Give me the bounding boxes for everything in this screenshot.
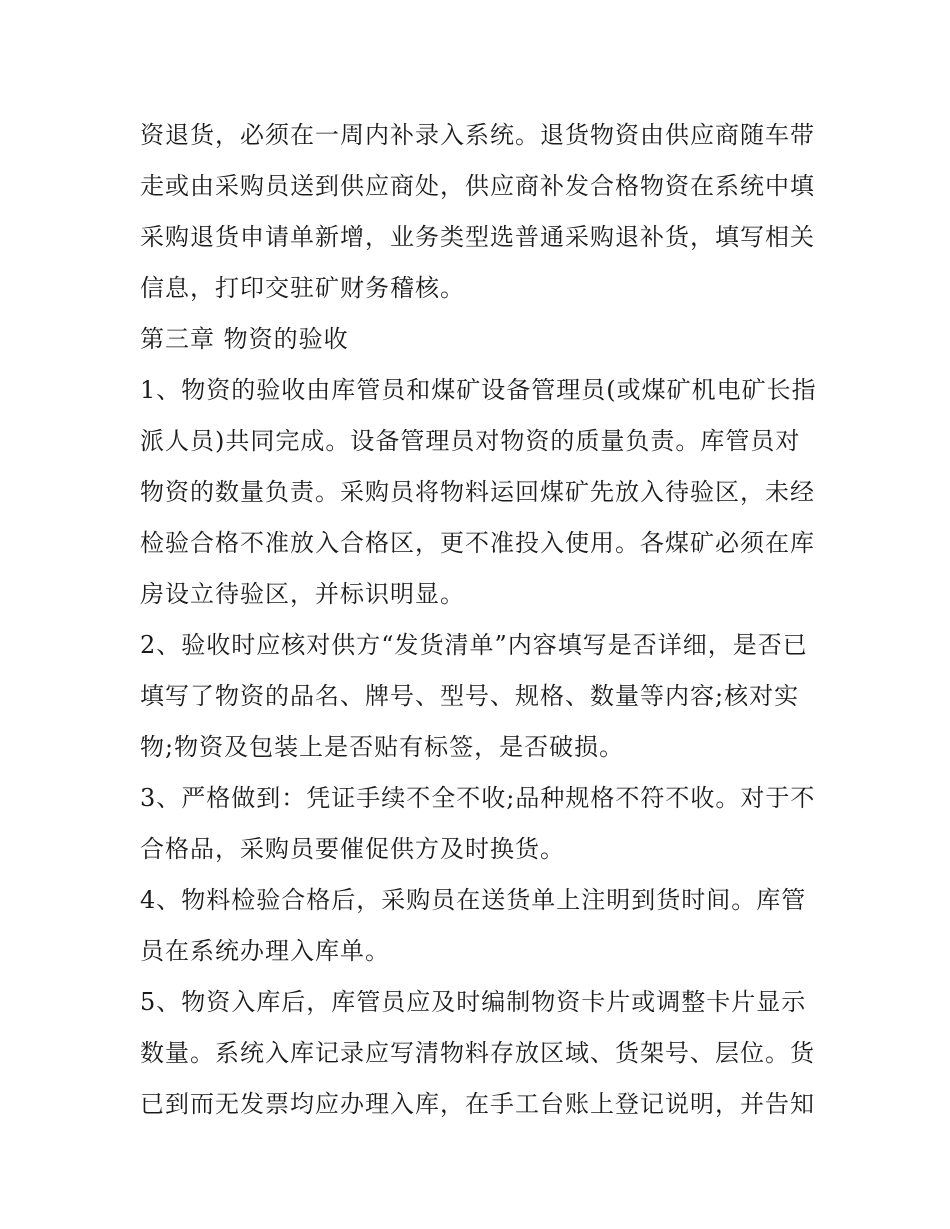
paragraph-item-3: 3、严格做到：凭证手续不全不收;品种规格不符不收。对于不合格品，采购员要催促供方及时换货。 xyxy=(140,784,816,863)
chapter-heading: 第三章 物资的验收 xyxy=(140,325,349,353)
document-body xyxy=(140,110,820,1130)
paragraph-item-4: 4、物料检验合格后，采购员在送货单上注明到货时间。库管员在系统办理入库单。 xyxy=(140,886,807,965)
paragraph-item-1: 1、物资的验收由库管员和煤矿设备管理员(或煤矿机电矿长指派人员)共同完成。设备管理员对物资的质量负责。库管员对物资的数量负责。采购员将物料运回煤矿先放入待验区，未经检验合格不准放入合格区，更不准投入使用。各煤矿必须在库房设立待验区，并标识明显。 xyxy=(140,376,817,608)
paragraph-item-5: 5、物资入库后，库管员应及时编制物资卡片或调整卡片显示数量。系统入库记录应写清物料存放区域、货架号、层位。货已到而无发票均应办理入库，在手工台账上登记说明，并告知 xyxy=(140,988,815,1118)
paragraph-item-2: 2、验收时应核对供方“发货清单”内容填写是否详细，是否已填写了物资的品名、牌号、型号、规格、数量等内容;核对实物;物资及包装上是否贴有标签，是否破损。 xyxy=(140,631,808,761)
paragraph-return-goods: 资退货，必须在一周内补录入系统。退货物资由供应商随车带走或由采购员送到供应商处，供应商补发合格物资在系统中填采购退货申请单新增，业务类型选普通采购退补货，填写相关信息，打印交驻矿财务稽核。 xyxy=(140,121,815,302)
